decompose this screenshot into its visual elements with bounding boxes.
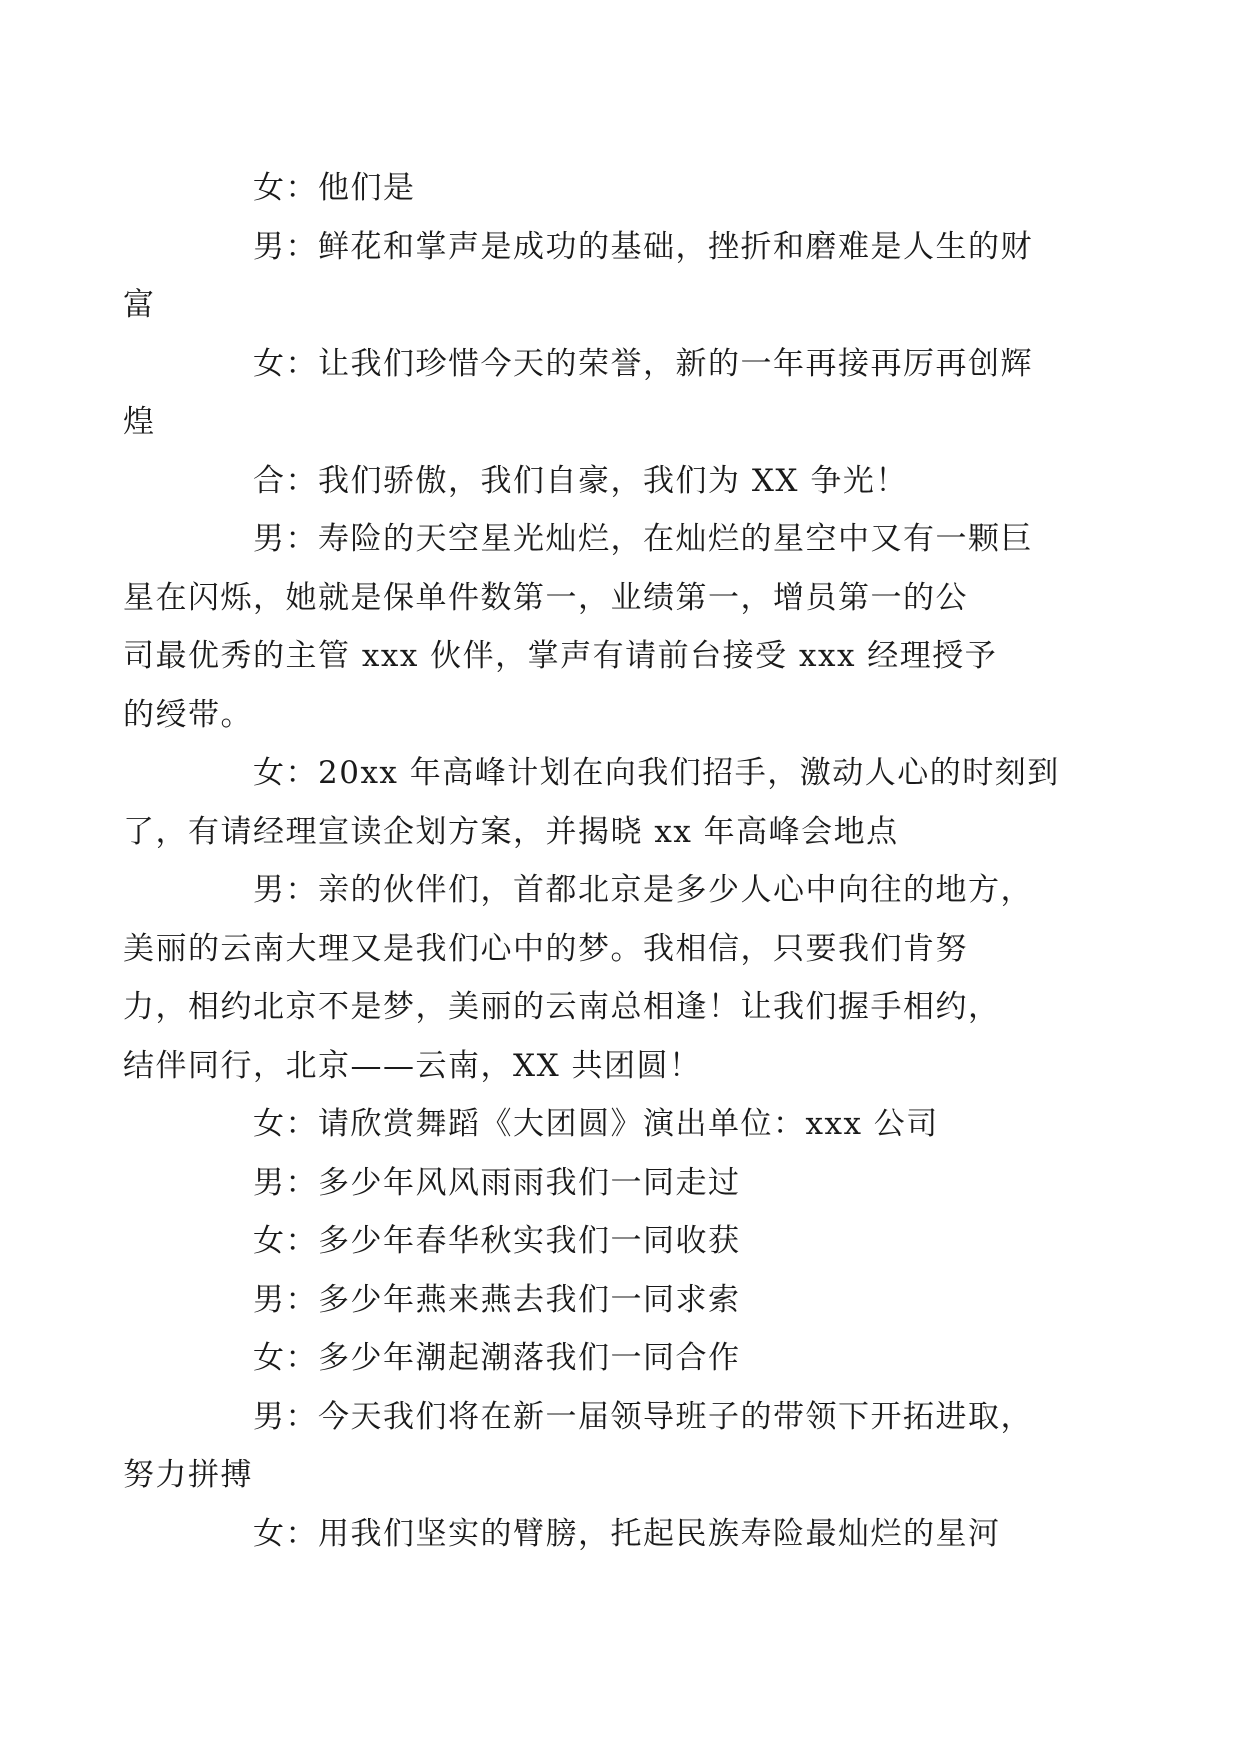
- text-line: 女：用我们坚实的臂膀，托起民族寿险最灿烂的星河: [253, 1515, 1001, 1552]
- text-line: 男：鲜花和掌声是成功的基础，挫折和磨难是人生的财: [253, 228, 1033, 265]
- text-line: 结伴同行，北京——云南，XX 共团圆！: [123, 1047, 702, 1084]
- paragraph: [188, 1212, 1054, 1271]
- paragraph: [188, 1095, 1054, 1154]
- paragraph: [123, 744, 1060, 861]
- paragraph: [188, 1329, 1054, 1388]
- text-line: 煌: [123, 404, 156, 440]
- text-line: 男：寿险的天空星光灿烂，在灿烂的星空中又有一颗巨: [253, 521, 1033, 557]
- text-line: 了，有请经理宣读企划方案，并揭晓 xx 年高峰会地点: [123, 813, 899, 850]
- text-line: 男：多少年燕来燕去我们一同求索: [253, 1281, 741, 1318]
- text-line: 富: [123, 287, 156, 323]
- paragraph: [188, 159, 1054, 218]
- text-line: 美丽的云南大理又是我们心中的梦。我相信，只要我们肯努: [123, 930, 968, 967]
- paragraph: [123, 510, 1054, 744]
- paragraph: [123, 861, 1054, 1095]
- text-line: 合：我们骄傲，我们自豪，我们为 XX 争光！: [253, 462, 908, 499]
- paragraph: [123, 218, 1054, 335]
- text-line: 的绶带。: [123, 696, 253, 733]
- paragraph: [188, 452, 1054, 511]
- text-line: 女：请欣赏舞蹈《大团圆》演出单位：xxx 公司: [253, 1106, 939, 1142]
- text-line: 女：多少年春华秋实我们一同收获: [253, 1223, 741, 1259]
- text-line: 女：20xx 年高峰计划在向我们招手，激动人心的时刻到: [253, 755, 1060, 791]
- text-line: 女：让我们珍惜今天的荣誉，新的一年再接再厉再创辉: [253, 345, 1033, 382]
- text-line: 女：多少年潮起潮落我们一同合作: [253, 1340, 741, 1376]
- text-line: 女：他们是: [253, 170, 416, 206]
- text-line: 男：多少年风风雨雨我们一同走过: [253, 1164, 741, 1201]
- text-line: 力，相约北京不是梦，美丽的云南总相逢！让我们握手相约，: [123, 989, 1001, 1025]
- paragraph: [123, 1388, 1054, 1505]
- text-line: 司最优秀的主管 xxx 伙伴，掌声有请前台接受 xxx 经理授予: [123, 638, 998, 674]
- text-line: 男：今天我们将在新一届领导班子的带领下开拓进取，: [253, 1398, 1033, 1435]
- paragraph: [123, 335, 1054, 452]
- text-line: 男：亲的伙伴们，首都北京是多少人心中向往的地方，: [253, 872, 1033, 908]
- text-line: 星在闪烁，她就是保单件数第一，业绩第一，增员第一的公: [123, 579, 968, 616]
- paragraph: [188, 1271, 1054, 1330]
- document-body: [123, 159, 1060, 1563]
- paragraph: [188, 1505, 1054, 1564]
- text-line: 努力拼搏: [123, 1457, 253, 1493]
- paragraph: [188, 1154, 1054, 1213]
